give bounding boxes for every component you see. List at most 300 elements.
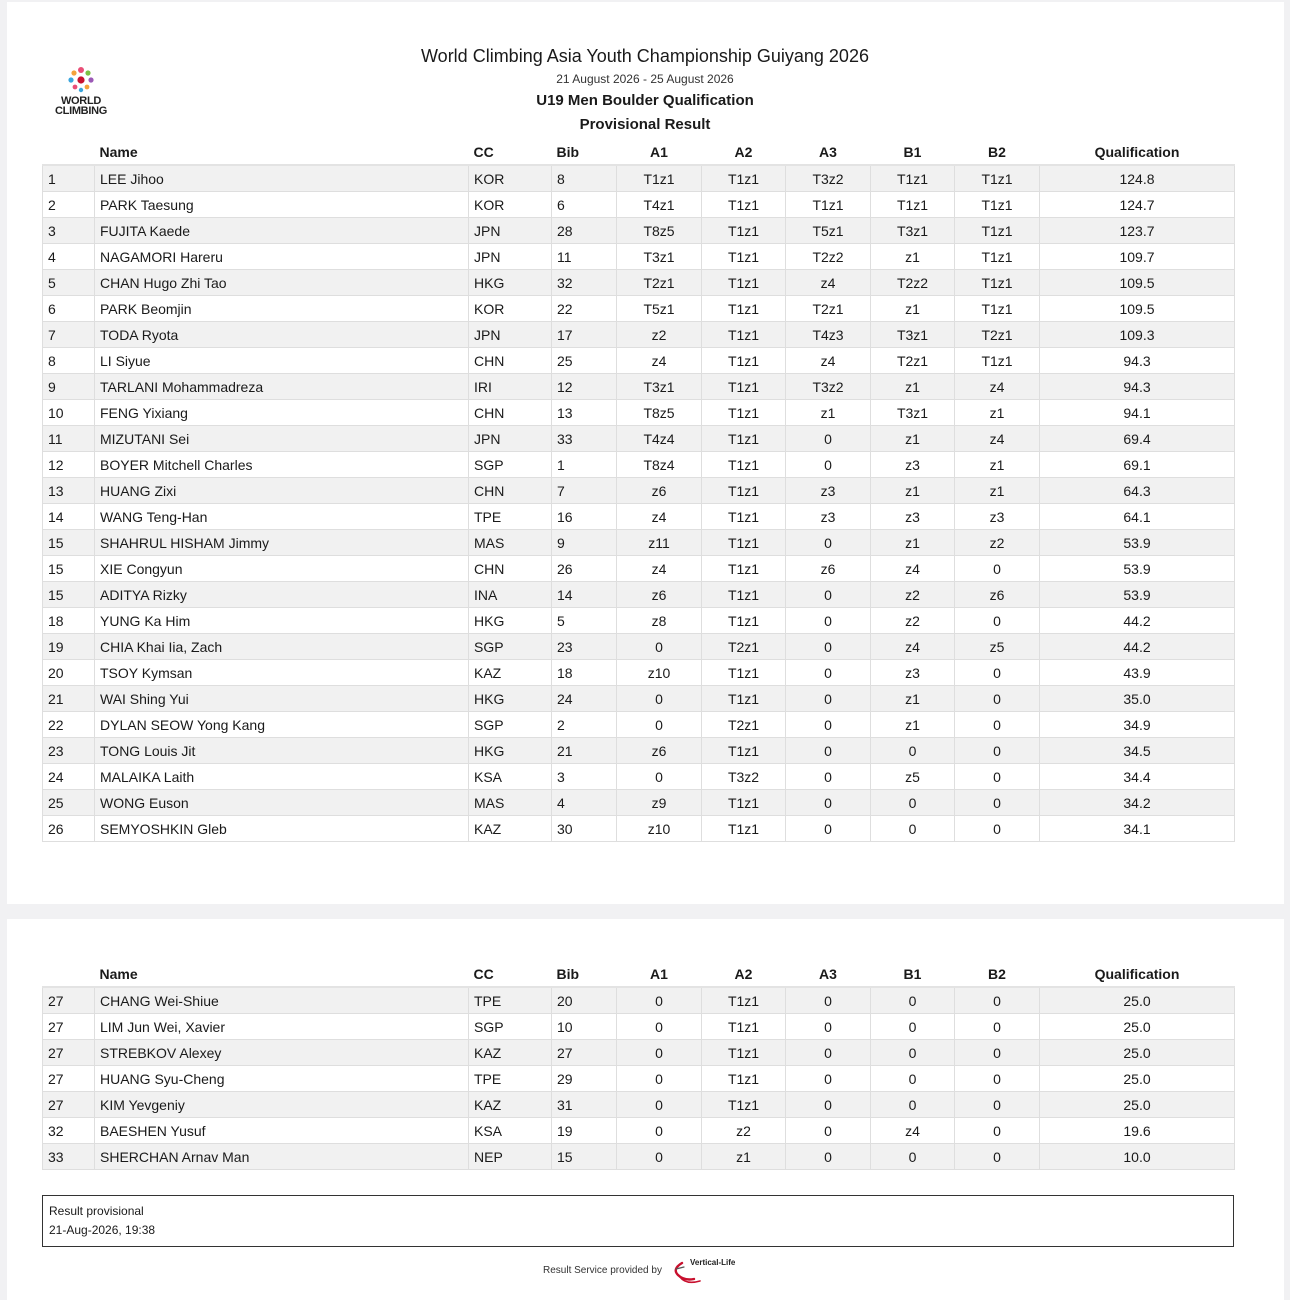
- cell-cc: KAZ: [469, 1092, 552, 1118]
- cell-bib: 16: [552, 504, 617, 530]
- cell-b1: z1: [871, 712, 955, 738]
- cell-a2: T1z1: [702, 192, 786, 218]
- cell-name: SHAHRUL HISHAM Jimmy: [95, 530, 469, 556]
- cell-name: WONG Euson: [95, 790, 469, 816]
- vertical-life-logo-text: Vertical-Life: [690, 1258, 736, 1267]
- cell-b2: 0: [955, 712, 1040, 738]
- cell-bib: 25: [552, 348, 617, 374]
- cell-rank: 6: [43, 296, 95, 322]
- table-header-row: [43, 139, 1235, 165]
- table-row: [43, 1092, 1235, 1118]
- cell-qual: 53.9: [1040, 582, 1235, 608]
- cell-a3: 0: [786, 764, 871, 790]
- competition-dates: 21 August 2026 - 25 August 2026: [556, 72, 734, 86]
- results-table-continued: [42, 961, 1235, 1170]
- cell-a2: T1z1: [702, 322, 786, 348]
- cell-name: STREBKOV Alexey: [95, 1040, 469, 1066]
- cell-b1: z1: [871, 374, 955, 400]
- cell-cc: KAZ: [469, 660, 552, 686]
- cell-a2: T1z1: [702, 1040, 786, 1066]
- cell-cc: HKG: [469, 738, 552, 764]
- cell-bib: 30: [552, 816, 617, 842]
- cell-qual: 34.4: [1040, 764, 1235, 790]
- cell-cc: NEP: [469, 1144, 552, 1170]
- cell-rank: 27: [43, 987, 95, 1014]
- cell-a3: 0: [786, 660, 871, 686]
- cell-b1: 0: [871, 987, 955, 1014]
- cell-rank: 5: [43, 270, 95, 296]
- cell-a3: 0: [786, 634, 871, 660]
- cell-bib: 5: [552, 608, 617, 634]
- cell-a1: 0: [617, 764, 702, 790]
- cell-bib: 13: [552, 400, 617, 426]
- cell-a2: T1z1: [702, 218, 786, 244]
- cell-b1: z4: [871, 1118, 955, 1144]
- cell-rank: 4: [43, 244, 95, 270]
- cell-b2: z4: [955, 374, 1040, 400]
- cell-a3: 0: [786, 452, 871, 478]
- table-row: [43, 608, 1235, 634]
- cell-cc: TPE: [469, 1066, 552, 1092]
- cell-a3: 0: [786, 1040, 871, 1066]
- table-row: [43, 244, 1235, 270]
- cell-b2: T1z1: [955, 296, 1040, 322]
- cell-name: LI Siyue: [95, 348, 469, 374]
- cell-b1: 0: [871, 738, 955, 764]
- cell-a2: T1z1: [702, 686, 786, 712]
- cell-a1: 0: [617, 987, 702, 1014]
- cell-a2: T1z1: [702, 374, 786, 400]
- col-header-b1: B1: [871, 961, 955, 987]
- cell-name: PARK Taesung: [95, 192, 469, 218]
- cell-rank: 21: [43, 686, 95, 712]
- cell-rank: 9: [43, 374, 95, 400]
- cell-a1: z6: [617, 738, 702, 764]
- cell-a2: T1z1: [702, 816, 786, 842]
- cell-a2: T1z1: [702, 244, 786, 270]
- cell-bib: 2: [552, 712, 617, 738]
- cell-a3: 0: [786, 582, 871, 608]
- cell-a1: z4: [617, 504, 702, 530]
- cell-bib: 33: [552, 426, 617, 452]
- cell-rank: 22: [43, 712, 95, 738]
- cell-a2: T1z1: [702, 582, 786, 608]
- cell-b2: z1: [955, 478, 1040, 504]
- cell-b2: T1z1: [955, 348, 1040, 374]
- result-note-box: [42, 1195, 1234, 1247]
- result-note-status: Result provisional: [49, 1204, 144, 1218]
- cell-a3: T3z2: [786, 165, 871, 192]
- cell-rank: 15: [43, 556, 95, 582]
- cell-a2: T2z1: [702, 712, 786, 738]
- cell-rank: 27: [43, 1066, 95, 1092]
- cell-bib: 6: [552, 192, 617, 218]
- cell-a3: T2z1: [786, 296, 871, 322]
- cell-a3: T4z3: [786, 322, 871, 348]
- cell-bib: 3: [552, 764, 617, 790]
- cell-b2: z1: [955, 400, 1040, 426]
- cell-a3: z6: [786, 556, 871, 582]
- cell-b1: T1z1: [871, 165, 955, 192]
- table-row: [43, 478, 1235, 504]
- table-row: [43, 1144, 1235, 1170]
- cell-b2: 0: [955, 1014, 1040, 1040]
- cell-b2: T1z1: [955, 192, 1040, 218]
- cell-b2: T2z1: [955, 322, 1040, 348]
- cell-a3: 0: [786, 790, 871, 816]
- cell-a1: z8: [617, 608, 702, 634]
- cell-a3: 0: [786, 426, 871, 452]
- col-header-b2: B2: [955, 961, 1040, 987]
- cell-qual: 53.9: [1040, 530, 1235, 556]
- cell-qual: 64.3: [1040, 478, 1235, 504]
- cell-rank: 18: [43, 608, 95, 634]
- cell-rank: 15: [43, 530, 95, 556]
- cell-rank: 12: [43, 452, 95, 478]
- cell-a1: 0: [617, 1092, 702, 1118]
- cell-b1: 0: [871, 1040, 955, 1066]
- cell-a2: T1z1: [702, 296, 786, 322]
- table-row: [43, 270, 1235, 296]
- cell-name: TSOY Kymsan: [95, 660, 469, 686]
- cell-bib: 18: [552, 660, 617, 686]
- cell-cc: SGP: [469, 452, 552, 478]
- cell-qual: 44.2: [1040, 608, 1235, 634]
- cell-b1: z3: [871, 452, 955, 478]
- cell-cc: TPE: [469, 504, 552, 530]
- cell-a3: 0: [786, 1144, 871, 1170]
- cell-rank: 14: [43, 504, 95, 530]
- cell-a1: T8z4: [617, 452, 702, 478]
- cell-a2: T1z1: [702, 1014, 786, 1040]
- table-row: [43, 582, 1235, 608]
- cell-qual: 43.9: [1040, 660, 1235, 686]
- cell-b2: z5: [955, 634, 1040, 660]
- cell-cc: HKG: [469, 270, 552, 296]
- col-header-name: Name: [95, 139, 469, 165]
- cell-a2: T1z1: [702, 270, 786, 296]
- cell-a1: z6: [617, 478, 702, 504]
- cell-qual: 123.7: [1040, 218, 1235, 244]
- cell-bib: 31: [552, 1092, 617, 1118]
- cell-b2: 0: [955, 556, 1040, 582]
- cell-a2: T1z1: [702, 660, 786, 686]
- cell-bib: 21: [552, 738, 617, 764]
- table-row: [43, 1040, 1235, 1066]
- cell-cc: KAZ: [469, 816, 552, 842]
- cell-cc: HKG: [469, 686, 552, 712]
- cell-cc: CHN: [469, 400, 552, 426]
- cell-a3: 0: [786, 712, 871, 738]
- cell-cc: SGP: [469, 634, 552, 660]
- cell-name: SEMYOSHKIN Gleb: [95, 816, 469, 842]
- cell-name: HUANG Zixi: [95, 478, 469, 504]
- cell-name: XIE Congyun: [95, 556, 469, 582]
- table-row: [43, 1118, 1235, 1144]
- cell-a3: T5z1: [786, 218, 871, 244]
- cell-a2: T1z1: [702, 608, 786, 634]
- cell-a1: z6: [617, 582, 702, 608]
- cell-a3: T1z1: [786, 192, 871, 218]
- cell-rank: 26: [43, 816, 95, 842]
- table-row: [43, 322, 1235, 348]
- cell-b2: z4: [955, 426, 1040, 452]
- table-row: [43, 764, 1235, 790]
- cell-a3: 0: [786, 1014, 871, 1040]
- cell-b1: z3: [871, 660, 955, 686]
- cell-qual: 109.3: [1040, 322, 1235, 348]
- cell-bib: 22: [552, 296, 617, 322]
- cell-qual: 25.0: [1040, 987, 1235, 1014]
- cell-a1: z4: [617, 348, 702, 374]
- cell-name: HUANG Syu-Cheng: [95, 1066, 469, 1092]
- category-title: U19 Men Boulder Qualification: [536, 92, 754, 109]
- cell-a2: z1: [702, 1144, 786, 1170]
- cell-bib: 26: [552, 556, 617, 582]
- cell-a2: T1z1: [702, 426, 786, 452]
- cell-a1: T1z1: [617, 165, 702, 192]
- cell-a2: T1z1: [702, 987, 786, 1014]
- cell-qual: 124.7: [1040, 192, 1235, 218]
- cell-b2: T1z1: [955, 270, 1040, 296]
- cell-name: LEE Jihoo: [95, 165, 469, 192]
- cell-qual: 19.6: [1040, 1118, 1235, 1144]
- cell-b1: T2z1: [871, 348, 955, 374]
- col-header-a1: A1: [617, 139, 702, 165]
- cell-qual: 25.0: [1040, 1014, 1235, 1040]
- cell-rank: 13: [43, 478, 95, 504]
- cell-rank: 8: [43, 348, 95, 374]
- cell-a3: 0: [786, 1092, 871, 1118]
- cell-a2: T2z1: [702, 634, 786, 660]
- cell-a3: T2z2: [786, 244, 871, 270]
- cell-cc: MAS: [469, 790, 552, 816]
- cell-a3: z4: [786, 348, 871, 374]
- cell-b2: 0: [955, 1066, 1040, 1092]
- cell-qual: 109.5: [1040, 270, 1235, 296]
- cell-name: WANG Teng-Han: [95, 504, 469, 530]
- cell-b1: z1: [871, 426, 955, 452]
- cell-rank: 3: [43, 218, 95, 244]
- table-row: [43, 165, 1235, 192]
- cell-name: KIM Yevgeniy: [95, 1092, 469, 1118]
- col-header-rank: [43, 139, 95, 165]
- cell-b1: 0: [871, 1092, 955, 1118]
- table-row: [43, 660, 1235, 686]
- cell-cc: CHN: [469, 556, 552, 582]
- col-header-a2: A2: [702, 139, 786, 165]
- cell-b2: 0: [955, 764, 1040, 790]
- cell-a3: 0: [786, 816, 871, 842]
- cell-b2: 0: [955, 1040, 1040, 1066]
- col-header-b2: B2: [955, 139, 1040, 165]
- table-row: [43, 348, 1235, 374]
- cell-qual: 53.9: [1040, 556, 1235, 582]
- table-row: [43, 634, 1235, 660]
- cell-bib: 12: [552, 374, 617, 400]
- cell-bib: 19: [552, 1118, 617, 1144]
- cell-b2: 0: [955, 1092, 1040, 1118]
- cell-b1: z4: [871, 556, 955, 582]
- cell-name: PARK Beomjin: [95, 296, 469, 322]
- cell-b1: 0: [871, 816, 955, 842]
- cell-b2: 0: [955, 816, 1040, 842]
- cell-a1: 0: [617, 1066, 702, 1092]
- cell-a3: T3z2: [786, 374, 871, 400]
- cell-rank: 7: [43, 322, 95, 348]
- cell-a2: T1z1: [702, 348, 786, 374]
- cell-name: NAGAMORI Hareru: [95, 244, 469, 270]
- cell-bib: 17: [552, 322, 617, 348]
- cell-qual: 34.1: [1040, 816, 1235, 842]
- col-header-bib: Bib: [552, 961, 617, 987]
- cell-b2: 0: [955, 686, 1040, 712]
- cell-b1: z2: [871, 582, 955, 608]
- cell-b1: T2z2: [871, 270, 955, 296]
- cell-cc: JPN: [469, 322, 552, 348]
- cell-name: MALAIKA Laith: [95, 764, 469, 790]
- cell-a1: z11: [617, 530, 702, 556]
- cell-b1: 0: [871, 1066, 955, 1092]
- cell-a1: z9: [617, 790, 702, 816]
- result-note-timestamp: 21-Aug-2026, 19:38: [49, 1223, 156, 1237]
- col-header-a2: A2: [702, 961, 786, 987]
- col-header-cc: CC: [469, 139, 552, 165]
- cell-cc: HKG: [469, 608, 552, 634]
- cell-qual: 109.5: [1040, 296, 1235, 322]
- cell-b2: z2: [955, 530, 1040, 556]
- cell-cc: KSA: [469, 764, 552, 790]
- cell-rank: 25: [43, 790, 95, 816]
- cell-rank: 24: [43, 764, 95, 790]
- cell-cc: KSA: [469, 1118, 552, 1144]
- cell-qual: 34.9: [1040, 712, 1235, 738]
- cell-name: BAESHEN Yusuf: [95, 1118, 469, 1144]
- cell-bib: 8: [552, 165, 617, 192]
- cell-b2: 0: [955, 987, 1040, 1014]
- cell-a1: z10: [617, 660, 702, 686]
- cell-b2: 0: [955, 660, 1040, 686]
- cell-bib: 20: [552, 987, 617, 1014]
- cell-a2: T1z1: [702, 504, 786, 530]
- cell-a2: T1z1: [702, 478, 786, 504]
- cell-b2: T1z1: [955, 244, 1040, 270]
- cell-name: TARLANI Mohammadreza: [95, 374, 469, 400]
- table-row: [43, 296, 1235, 322]
- cell-name: CHIA Khai Iia, Zach: [95, 634, 469, 660]
- cell-a1: T8z5: [617, 218, 702, 244]
- cell-name: TONG Louis Jit: [95, 738, 469, 764]
- cell-a3: 0: [786, 987, 871, 1014]
- cell-a1: T3z1: [617, 374, 702, 400]
- cell-bib: 1: [552, 452, 617, 478]
- cell-name: CHANG Wei-Shiue: [95, 987, 469, 1014]
- cell-bib: 29: [552, 1066, 617, 1092]
- cell-cc: CHN: [469, 478, 552, 504]
- cell-b1: 0: [871, 1014, 955, 1040]
- col-header-a3: A3: [786, 139, 871, 165]
- cell-rank: 11: [43, 426, 95, 452]
- cell-rank: 27: [43, 1092, 95, 1118]
- col-header-qualification: Qualification: [1040, 139, 1235, 165]
- cell-rank: 33: [43, 1144, 95, 1170]
- cell-name: MIZUTANI Sei: [95, 426, 469, 452]
- cell-a1: T2z1: [617, 270, 702, 296]
- vertical-life-logo: [670, 1257, 750, 1287]
- cell-b1: T3z1: [871, 322, 955, 348]
- result-status: Provisional Result: [579, 116, 711, 133]
- cell-a1: 0: [617, 634, 702, 660]
- cell-a1: T4z4: [617, 426, 702, 452]
- cell-qual: 44.2: [1040, 634, 1235, 660]
- table-row: [43, 816, 1235, 842]
- footer: [0, 1257, 1290, 1287]
- cell-b2: 0: [955, 1118, 1040, 1144]
- col-header-rank: [43, 961, 95, 987]
- cell-a2: T1z1: [702, 1092, 786, 1118]
- table-header-row: [43, 961, 1235, 987]
- cell-a3: 0: [786, 530, 871, 556]
- table-row: [43, 686, 1235, 712]
- table-row: [43, 556, 1235, 582]
- cell-qual: 25.0: [1040, 1040, 1235, 1066]
- cell-a3: z3: [786, 478, 871, 504]
- cell-a2: T1z1: [702, 738, 786, 764]
- cell-qual: 94.1: [1040, 400, 1235, 426]
- table-row: [43, 738, 1235, 764]
- cell-a3: 0: [786, 608, 871, 634]
- cell-b1: z3: [871, 504, 955, 530]
- cell-b1: z1: [871, 296, 955, 322]
- cell-a1: T3z1: [617, 244, 702, 270]
- cell-b2: 0: [955, 608, 1040, 634]
- table-row: [43, 712, 1235, 738]
- table-row: [43, 374, 1235, 400]
- table-row: [43, 987, 1235, 1014]
- competition-title: World Climbing Asia Youth Championship Guiyang 2026: [421, 46, 869, 66]
- cell-b1: z1: [871, 244, 955, 270]
- cell-name: LIM Jun Wei, Xavier: [95, 1014, 469, 1040]
- cell-bib: 10: [552, 1014, 617, 1040]
- table-row: [43, 504, 1235, 530]
- cell-cc: JPN: [469, 244, 552, 270]
- cell-b1: T3z1: [871, 400, 955, 426]
- col-header-qualification: Qualification: [1040, 961, 1235, 987]
- cell-a1: 0: [617, 1118, 702, 1144]
- cell-rank: 10: [43, 400, 95, 426]
- cell-b1: T1z1: [871, 192, 955, 218]
- cell-a1: 0: [617, 686, 702, 712]
- cell-qual: 35.0: [1040, 686, 1235, 712]
- cell-b1: z2: [871, 608, 955, 634]
- table-row: [43, 530, 1235, 556]
- cell-name: TODA Ryota: [95, 322, 469, 348]
- cell-a2: T1z1: [702, 452, 786, 478]
- cell-cc: JPN: [469, 218, 552, 244]
- cell-cc: JPN: [469, 426, 552, 452]
- cell-qual: 34.2: [1040, 790, 1235, 816]
- cell-rank: 15: [43, 582, 95, 608]
- cell-a2: T1z1: [702, 790, 786, 816]
- table-row: [43, 1066, 1235, 1092]
- cell-bib: 24: [552, 686, 617, 712]
- cell-a3: 0: [786, 1066, 871, 1092]
- cell-name: ADITYA Rizky: [95, 582, 469, 608]
- cell-b2: 0: [955, 790, 1040, 816]
- cell-cc: KOR: [469, 165, 552, 192]
- cell-cc: MAS: [469, 530, 552, 556]
- cell-name: YUNG Ka Him: [95, 608, 469, 634]
